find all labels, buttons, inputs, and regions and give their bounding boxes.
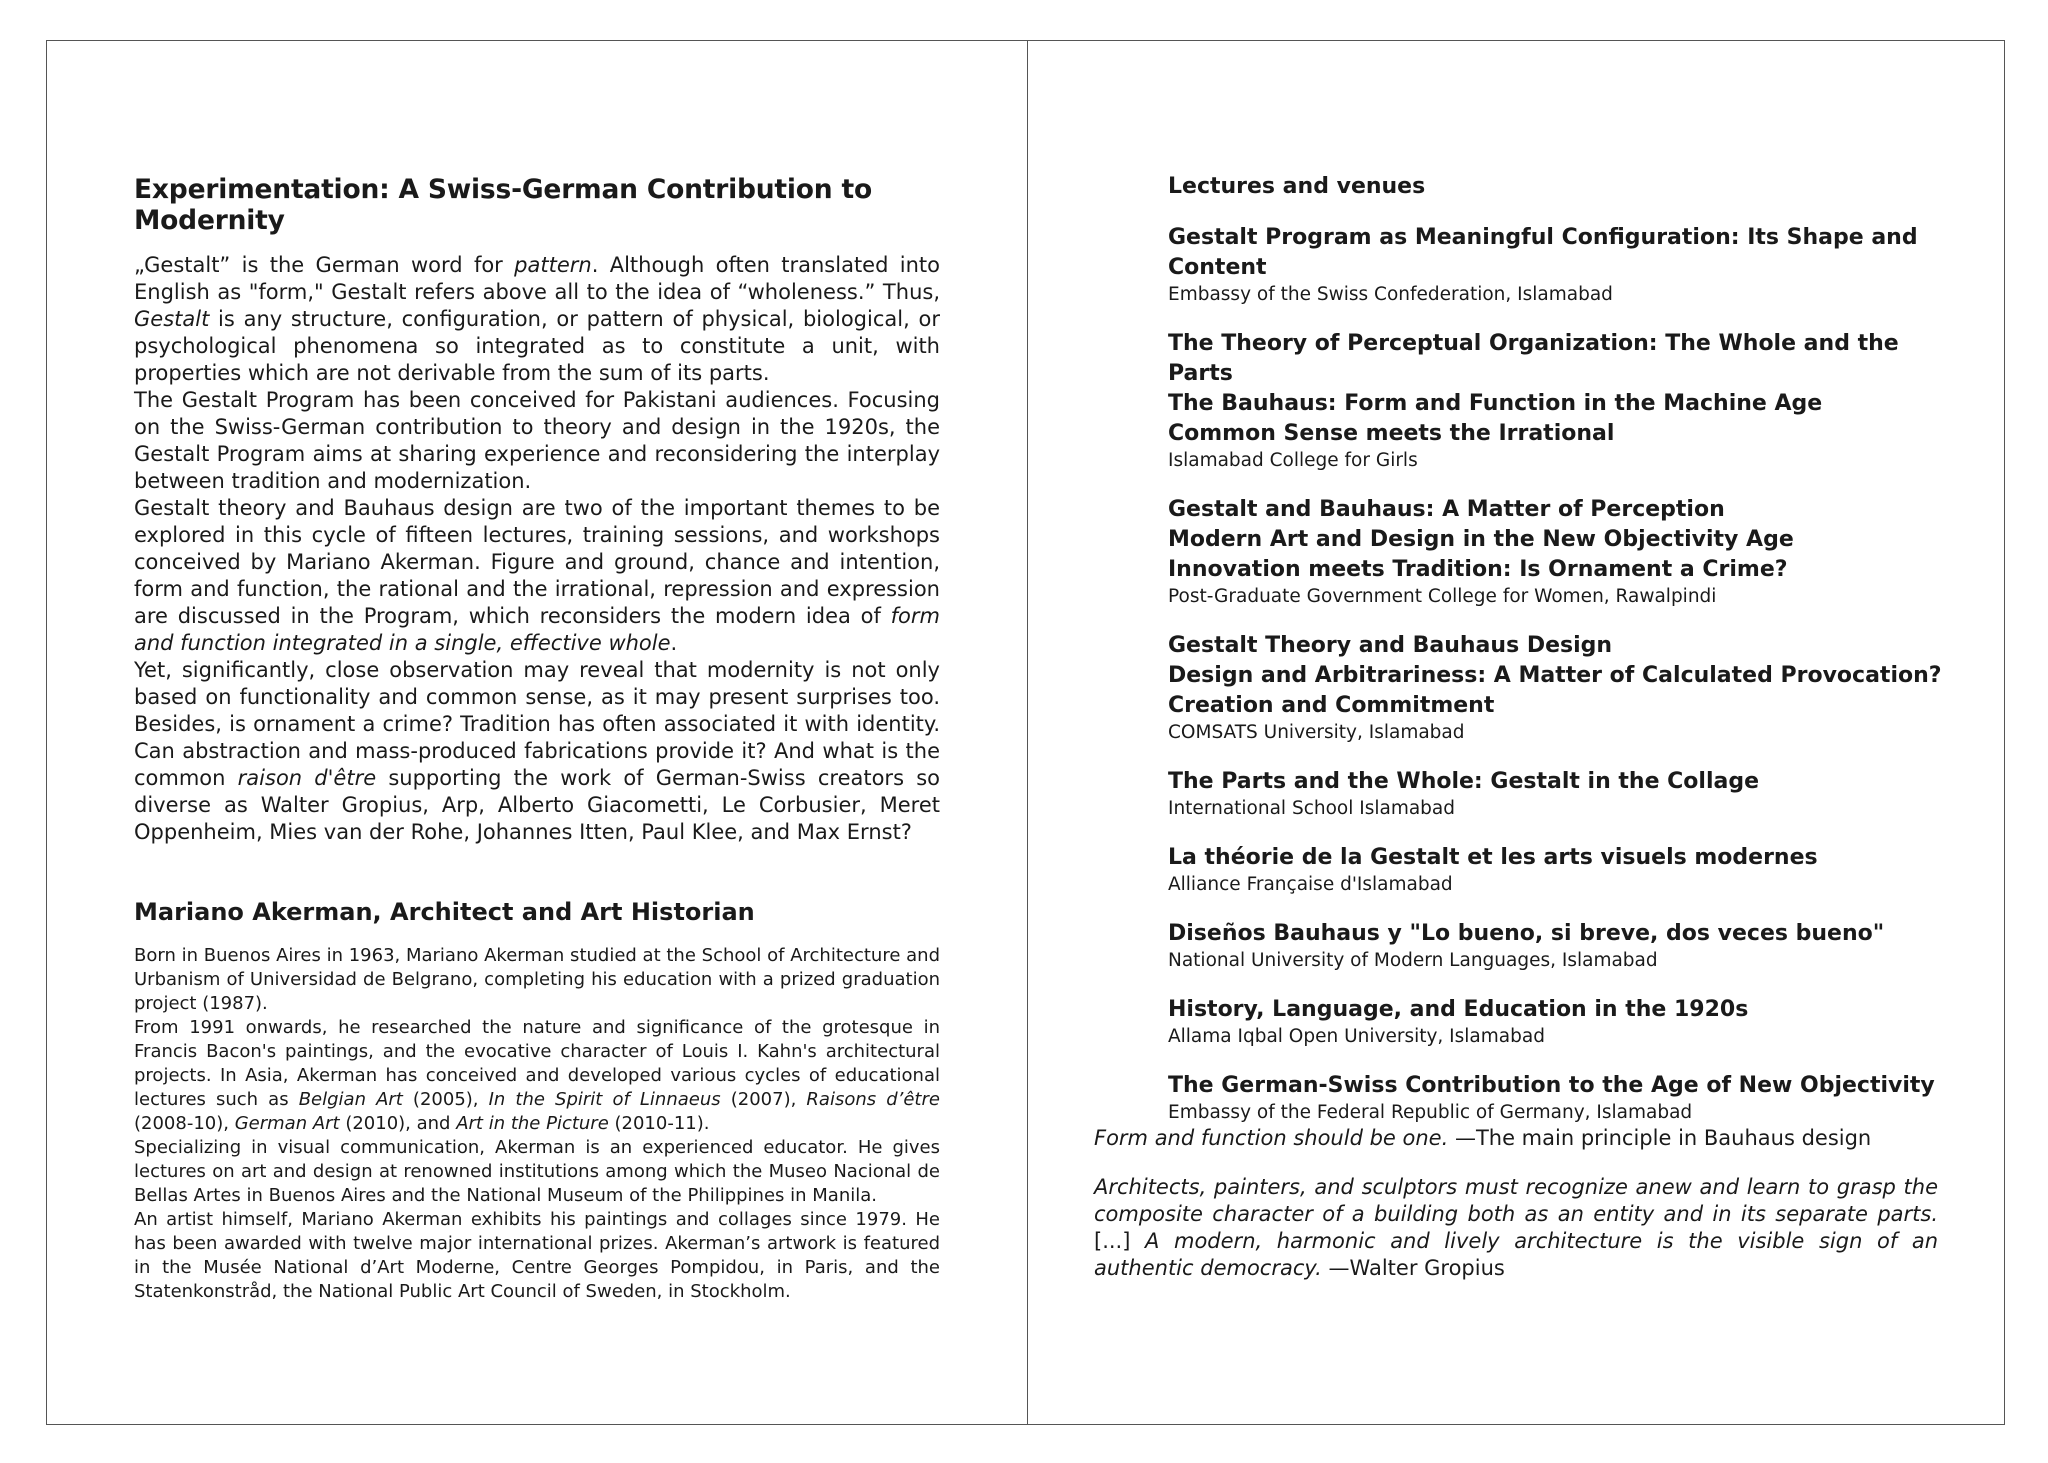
intro-paragraph-1: „Gestalt” is the German word for pattern. Although often translated into English as "form," Gestalt refers above all to the idea of “wholeness.” Thus, Gestalt is any structure, configuration, or pattern of physical, biological, or psychological phenomena so integrated as to constitute a unit, with properties which are not derivable from the sum of its parts. — [134, 253, 940, 385]
lecture-group — [1168, 223, 1948, 307]
lecture-title: The Parts and the Whole: Gestalt in the Collage — [1168, 769, 1760, 794]
bio-title: Mariano Akerman, Architect and Art Historian — [134, 898, 755, 926]
venue-name: National University of Modern Languages, Islamabad — [1168, 950, 1658, 971]
lecture-title: Innovation meets Tradition: Is Ornament a Crime? — [1168, 557, 1788, 582]
lecture-title: The Theory of Perceptual Organization: The Whole and the Parts — [1168, 331, 1899, 386]
bio-paragraph-3: Specializing in visual communication, Akerman is an experienced educator. He gives lectures on art and design at renowned institutions among which the Museo Nacional de Bellas Artes in Buenos Aires and the National Museum of the Philippines in Manila. — [134, 1137, 940, 1206]
venue-name: Alliance Française d'Islamabad — [1168, 874, 1453, 895]
bio-paragraph-2: From 1991 onwards, he researched the nature and significance of the grotesque in Francis Bacon's paintings, and the evocative character of Louis I. Kahn's architectural projects. In Asia, Akerman has conceived and developed various cycles of educational lectures such as Belgian Art (2005), In the Spirit of Linnaeus (2007), Raisons d’être (2008-10), German Art (2010), and Art in the Picture (2010-11). — [134, 1017, 940, 1134]
intro-paragraph-2: The Gestalt Program has been conceived for Pakistani audiences. Focusing on the Swiss-German contribution to theory and design in the 1920s, the Gestalt Program aims at sharing experience and reconsidering the interplay between tradition and modernization. — [134, 388, 940, 493]
lecture-group — [1168, 767, 1948, 821]
lecture-title: La théorie de la Gestalt et les arts visuels modernes — [1168, 845, 1818, 870]
left-column — [134, 174, 940, 1304]
venue-name: Allama Iqbal Open University, Islamabad — [1168, 1026, 1545, 1047]
lecture-group — [1168, 995, 1948, 1049]
page-divider — [1027, 40, 1028, 1425]
lecture-title: Design and Arbitrariness: A Matter of Calculated Provocation? — [1168, 663, 1942, 688]
main-title: Experimentation: A Swiss-German Contribution to Modernity — [134, 174, 872, 236]
intro-paragraph-3: Gestalt theory and Bauhaus design are two of the important themes to be explored in this cycle of fifteen lectures, training sessions, and workshops conceived by Mariano Akerman. Figure and ground, chance and intention, form and function, the rational and the irrational, repression and expression are discussed in the Program, which reconsiders the modern idea of form and function integrated in a single, effective whole. — [134, 496, 940, 655]
intro-text — [134, 252, 940, 846]
intro-paragraph-4: Yet, significantly, close observation may reveal that modernity is not only based on functionality and common sense, as it may present surprises too. Besides, is ornament a crime? Tradition has often associated it with identity. Can abstraction and mass-produced fabrications provide it? And what is the common raison d'être supporting the work of German-Swiss creators so diverse as Walter Gropius, Arp, Alberto Giacometti, Le Corbusier, Meret Oppenheim, Mies van der Rohe, Johannes Itten, Paul Klee, and Max Ernst? — [134, 658, 941, 844]
lecture-group — [1168, 919, 1948, 973]
venue-name: COMSATS University, Islamabad — [1168, 722, 1465, 743]
lecture-title: Gestalt Program as Meaningful Configuration: Its Shape and Content — [1168, 225, 1918, 280]
lecture-group — [1168, 329, 1948, 473]
bio-section — [134, 898, 940, 1304]
lecture-title: Gestalt Theory and Bauhaus Design — [1168, 633, 1613, 658]
bauhaus-quote: Form and function should be one. —The main principle in Bauhaus design — [1094, 1126, 1872, 1150]
right-column — [1168, 174, 1948, 1147]
quotes-section — [1094, 1124, 1938, 1282]
lecture-groups — [1168, 223, 1948, 1125]
lecture-title: History, Language, and Education in the 1920s — [1168, 997, 1749, 1022]
lecture-title: Diseños Bauhaus y "Lo bueno, si breve, dos veces bueno" — [1168, 921, 1885, 946]
venue-name: Embassy of the Swiss Confederation, Islamabad — [1168, 284, 1613, 305]
lectures-heading: Lectures and venues — [1168, 174, 1426, 199]
bio-paragraph-4: An artist himself, Mariano Akerman exhibits his paintings and collages since 1979. He has been awarded with twelve major international prizes. Akerman’s artwork is featured in the Musée National d’Art Moderne, Centre Georges Pompidou, in Paris, and the Statenkonstråd, the National Public Art Council of Sweden, in Stockholm. — [134, 1209, 940, 1302]
lecture-group — [1168, 495, 1948, 609]
lecture-group — [1168, 843, 1948, 897]
venue-name: Post-Graduate Government College for Women, Rawalpindi — [1168, 586, 1717, 607]
venue-name: International School Islamabad — [1168, 798, 1456, 819]
venue-name: Embassy of the Federal Republic of Germany, Islamabad — [1168, 1102, 1693, 1123]
lecture-title: Creation and Commitment — [1168, 693, 1495, 718]
bio-paragraph-1: Born in Buenos Aires in 1963, Mariano Akerman studied at the School of Architecture and Urbanism of Universidad de Belgrano, completing his education with a prized graduation project (1987). — [134, 945, 940, 1014]
lecture-title: The Bauhaus: Form and Function in the Machine Age — [1168, 391, 1823, 416]
lecture-title: The German-Swiss Contribution to the Age of New Objectivity — [1168, 1073, 1935, 1098]
lecture-title: Modern Art and Design in the New Objectivity Age — [1168, 527, 1794, 552]
lecture-title: Gestalt and Bauhaus: A Matter of Perception — [1168, 497, 1725, 522]
gropius-quote: Architects, painters, and sculptors must recognize anew and learn to grasp the composite character of a building both as an entity and in its separate parts. [...] A modern, harmonic and lively architecture is the visible sign of an authentic democracy. —Walter Gropius — [1094, 1175, 1939, 1280]
venue-name: Islamabad College for Girls — [1168, 450, 1418, 471]
lecture-title: Common Sense meets the Irrational — [1168, 421, 1615, 446]
lecture-group — [1168, 631, 1948, 745]
lecture-group — [1168, 1071, 1948, 1125]
